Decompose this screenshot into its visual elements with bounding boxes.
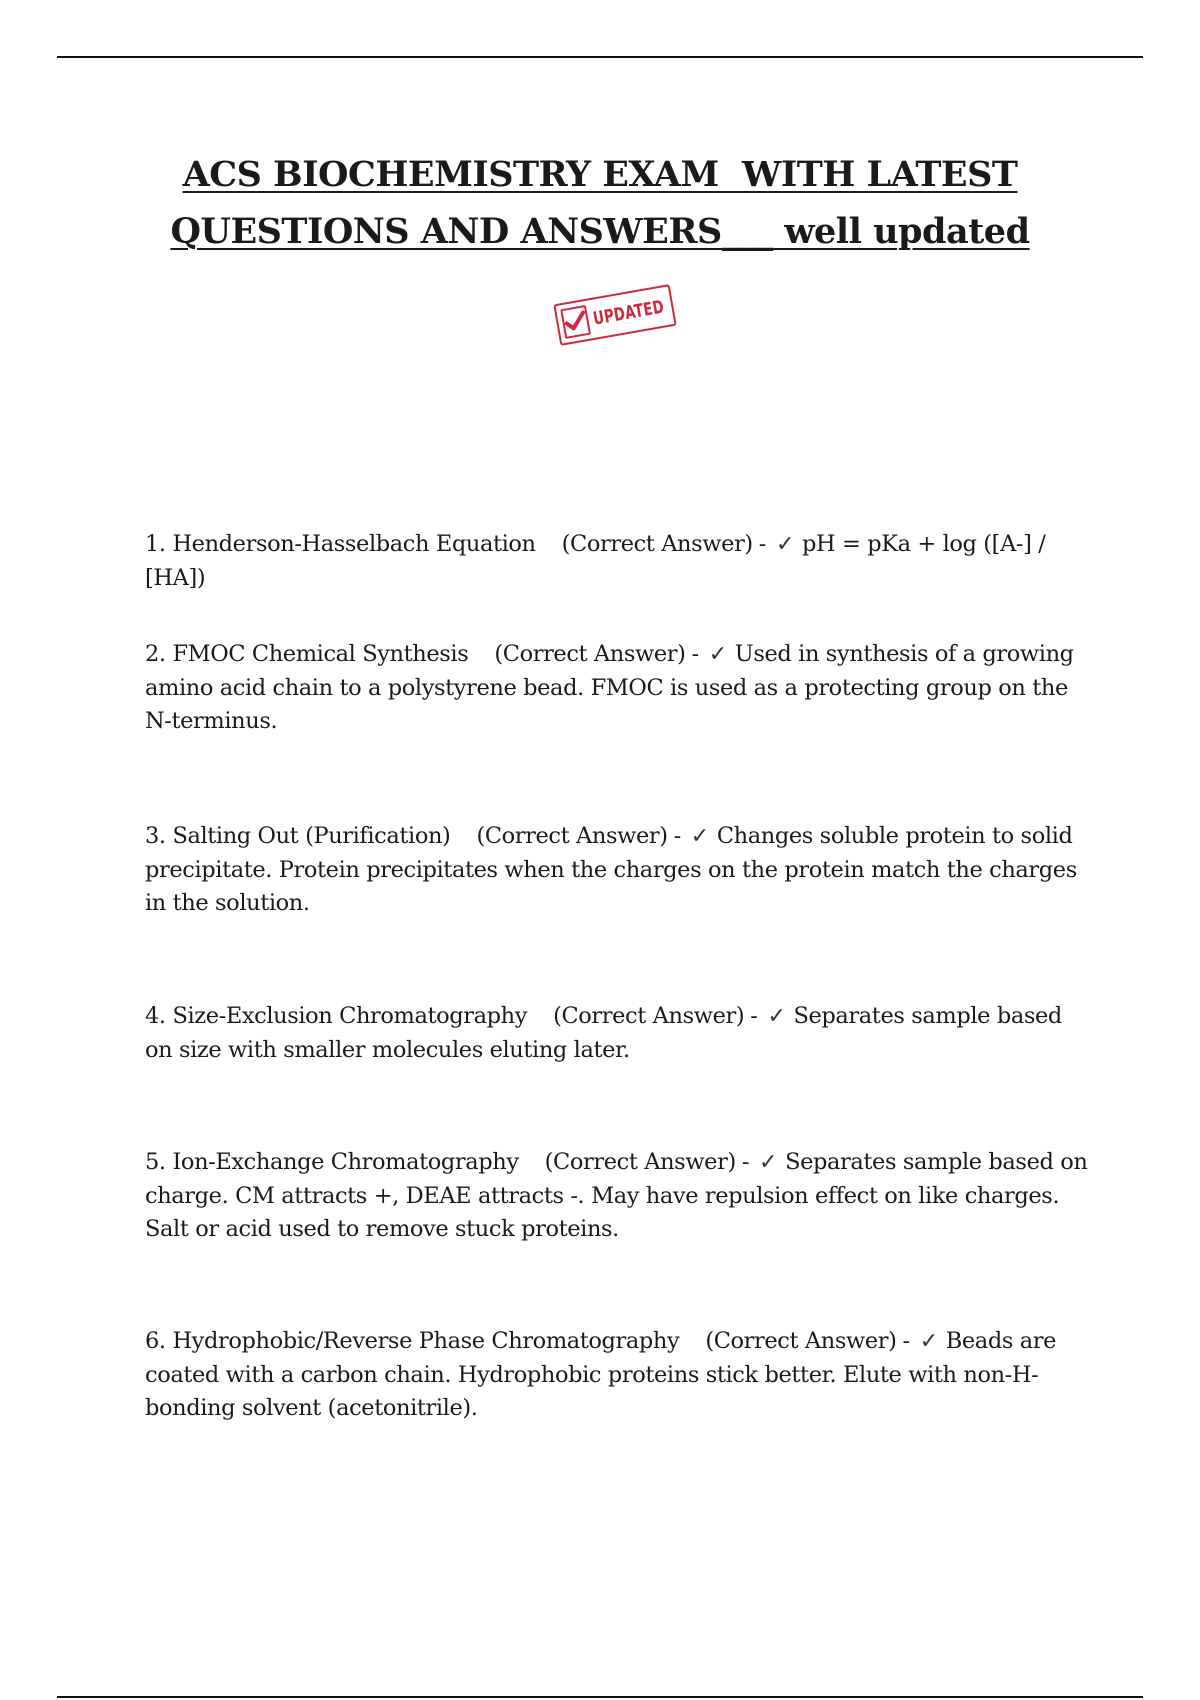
item-number: 2. (145, 641, 166, 667)
item-question: Hydrophobic/Reverse Phase Chromatography (172, 1328, 680, 1354)
item-separator: - (691, 641, 699, 667)
updated-stamp (553, 284, 677, 346)
item-number: 1. (145, 531, 166, 557)
qa-item-4 (145, 1000, 1095, 1067)
item-label: (Correct Answer) (476, 823, 668, 849)
item-answer: pH = pKa + log ([A-] / [HA]) (145, 531, 1046, 591)
item-answer: Changes soluble protein to solid precipitate. Protein precipitates when the charges on the protein match the charges in the solution. (145, 823, 1077, 916)
item-label: (Correct Answer) (705, 1328, 897, 1354)
item-question: Henderson-Hasselbach Equation (172, 531, 536, 557)
stamp-label: UPDATED (591, 296, 666, 330)
checkmark-icon: ✓ (759, 1150, 778, 1175)
stamp-check-icon (560, 305, 591, 339)
bottom-rule (57, 1696, 1143, 1698)
item-label: (Correct Answer) (561, 531, 753, 557)
item-separator: - (673, 823, 681, 849)
item-number: 4. (145, 1003, 166, 1029)
title-line-2: QUESTIONS AND ANSWERS___ well updated (170, 211, 1030, 252)
item-question: Salting Out (Purification) (172, 823, 451, 849)
item-separator: - (750, 1003, 758, 1029)
item-separator: - (758, 531, 766, 557)
checkmark-icon: ✓ (767, 1004, 786, 1029)
item-question: Size-Exclusion Chromatography (172, 1003, 528, 1029)
item-answer: Separates sample based on charge. CM attracts +, DEAE attracts -. May have repulsion effect on like charges. Salt or acid used to remove stuck proteins. (145, 1149, 1088, 1242)
title-line-1: ACS BIOCHEMISTRY EXAM WITH LATEST (182, 154, 1018, 195)
checkmark-icon: ✓ (690, 824, 709, 849)
stamp-border (553, 284, 677, 346)
item-answer: Beads are coated with a carbon chain. Hydrophobic proteins stick better. Elute with non-H-bonding solvent (acetonitrile). (145, 1328, 1057, 1421)
qa-item-1 (145, 528, 1095, 595)
qa-item-6 (145, 1325, 1095, 1426)
checkmark-icon: ✓ (919, 1329, 938, 1354)
item-separator: - (902, 1328, 910, 1354)
document-title (0, 146, 1200, 260)
item-label: (Correct Answer) (553, 1003, 745, 1029)
item-number: 6. (145, 1328, 166, 1354)
item-answer: Separates sample based on size with smaller molecules eluting later. (145, 1003, 1062, 1063)
checkmark-icon: ✓ (708, 642, 727, 667)
qa-item-5 (145, 1146, 1095, 1247)
item-number: 5. (145, 1149, 166, 1175)
item-label: (Correct Answer) (544, 1149, 736, 1175)
item-label: (Correct Answer) (494, 641, 686, 667)
item-answer: Used in synthesis of a growing amino acid chain to a polystyrene bead. FMOC is used as a protecting group on the N-terminus. (145, 641, 1074, 734)
top-rule (57, 56, 1143, 58)
item-question: FMOC Chemical Synthesis (172, 641, 469, 667)
qa-item-3 (145, 820, 1095, 921)
stamp-checkmark-svg (563, 310, 588, 334)
checkmark-icon: ✓ (776, 532, 795, 557)
item-separator: - (741, 1149, 750, 1175)
item-question: Ion-Exchange Chromatography (172, 1149, 519, 1175)
item-number: 3. (145, 823, 166, 849)
qa-item-2 (145, 638, 1095, 739)
